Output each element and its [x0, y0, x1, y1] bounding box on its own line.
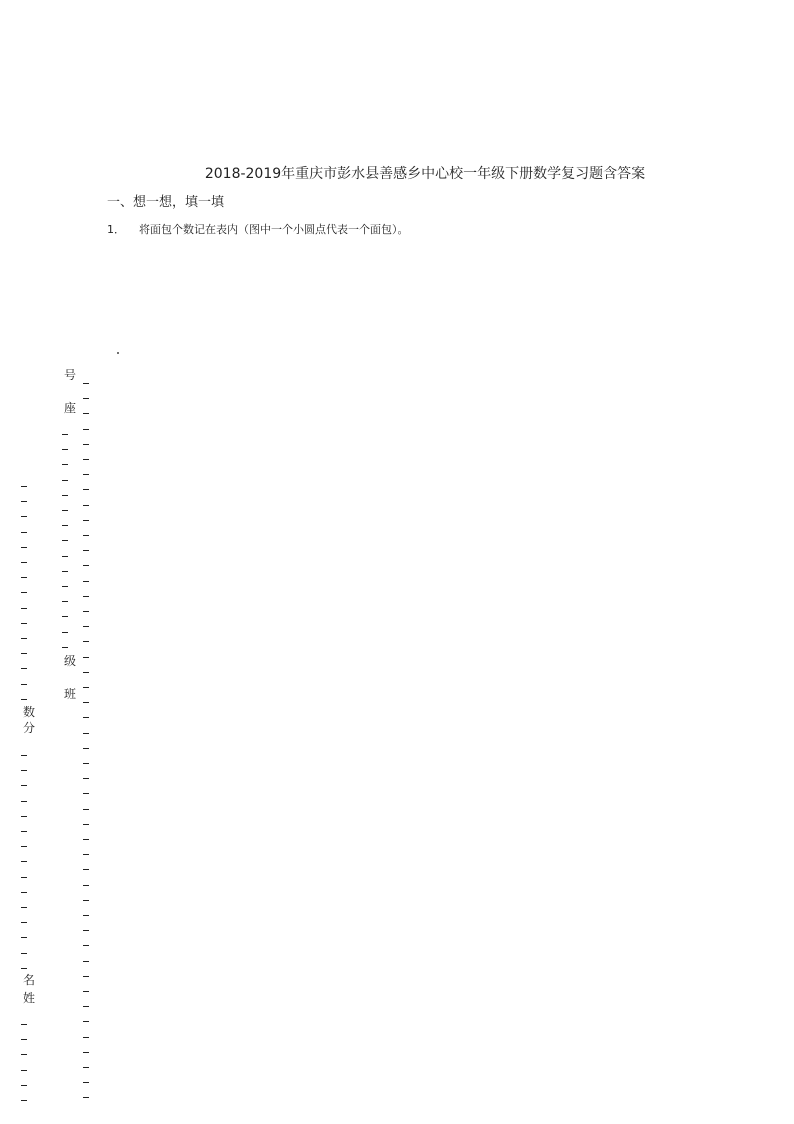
margin-dash — [83, 885, 89, 886]
margin-dash — [21, 1085, 27, 1086]
margin-dash — [62, 480, 68, 481]
name-label-char-1: 名 — [22, 973, 35, 987]
margin-dash — [83, 854, 89, 855]
margin-dash — [21, 486, 27, 487]
margin-dash — [83, 733, 89, 734]
margin-dash — [21, 968, 27, 969]
margin-dash — [83, 915, 89, 916]
margin-dash — [83, 778, 89, 779]
figure-dot — [117, 352, 119, 354]
margin-dash — [62, 601, 68, 602]
margin-dash — [21, 907, 27, 908]
margin-dash — [21, 861, 27, 862]
margin-dash — [62, 525, 68, 526]
margin-dash — [21, 846, 27, 847]
margin-dash — [83, 581, 89, 582]
margin-dash — [83, 702, 89, 703]
margin-dash — [83, 976, 89, 977]
margin-dash — [21, 623, 27, 624]
margin-dash — [83, 839, 89, 840]
margin-dash — [21, 653, 27, 654]
margin-dash — [21, 877, 27, 878]
margin-dash — [62, 616, 68, 617]
margin-dash — [21, 532, 27, 533]
margin-dash — [83, 596, 89, 597]
margin-dash — [83, 869, 89, 870]
margin-dash — [21, 755, 27, 756]
margin-dash — [83, 991, 89, 992]
margin-dash — [83, 520, 89, 521]
margin-dash — [21, 1070, 27, 1071]
margin-dash — [62, 449, 68, 450]
question-number: 1． — [107, 223, 125, 236]
margin-dash — [83, 444, 89, 445]
margin-dash — [83, 945, 89, 946]
margin-dash — [21, 668, 27, 669]
margin-dash — [21, 501, 27, 502]
seat-label-char-2: 座 — [63, 401, 76, 415]
margin-dash — [83, 413, 89, 414]
margin-dash — [83, 900, 89, 901]
question-text: 将面包个数记在表内（图中一个小圆点代表一个面包）。 — [139, 223, 409, 236]
margin-dash — [21, 1054, 27, 1055]
margin-dash — [21, 638, 27, 639]
margin-dash — [21, 592, 27, 593]
margin-dash — [83, 1082, 89, 1083]
page-title: 2018-2019年重庆市彭水县善感乡中心校一年级下册数学复习题含答案 — [204, 166, 646, 182]
margin-dash — [83, 550, 89, 551]
margin-dash — [21, 937, 27, 938]
margin-dash — [83, 1006, 89, 1007]
margin-dash — [21, 562, 27, 563]
margin-dash — [83, 383, 89, 384]
margin-dash — [83, 687, 89, 688]
margin-dash — [21, 608, 27, 609]
margin-dash — [62, 495, 68, 496]
margin-dash — [21, 892, 27, 893]
margin-dash — [83, 505, 89, 506]
margin-dash — [83, 474, 89, 475]
margin-dash — [83, 809, 89, 810]
margin-dash — [62, 586, 68, 587]
margin-dash — [21, 785, 27, 786]
margin-dash — [83, 1021, 89, 1022]
margin-dash — [83, 824, 89, 825]
margin-dash — [83, 763, 89, 764]
margin-dash — [83, 657, 89, 658]
margin-dash — [62, 647, 68, 648]
margin-dash — [21, 801, 27, 802]
score-label-char-2: 分 — [22, 721, 35, 735]
margin-dash — [83, 1052, 89, 1053]
margin-dash — [21, 684, 27, 685]
margin-dash — [21, 1024, 27, 1025]
margin-dash — [21, 547, 27, 548]
margin-dash — [21, 516, 27, 517]
margin-dash — [83, 717, 89, 718]
margin-dash — [83, 748, 89, 749]
margin-dash — [83, 429, 89, 430]
margin-dash — [21, 1100, 27, 1101]
margin-dash — [83, 1097, 89, 1098]
margin-dash — [83, 626, 89, 627]
margin-dash — [83, 930, 89, 931]
section-heading: 一、想一想，填一填 — [107, 195, 225, 210]
margin-dash — [62, 632, 68, 633]
margin-dash — [21, 770, 27, 771]
question-1 — [107, 221, 409, 237]
margin-dash — [83, 459, 89, 460]
margin-dash — [21, 1039, 27, 1040]
margin-dash — [83, 961, 89, 962]
margin-dash — [62, 556, 68, 557]
class-label-char-1: 级 — [63, 654, 76, 668]
margin-dash — [83, 611, 89, 612]
margin-dash — [83, 565, 89, 566]
class-label-char-2: 班 — [63, 687, 76, 701]
margin-dash — [62, 434, 68, 435]
margin-dash — [83, 535, 89, 536]
name-label-char-2: 姓 — [22, 991, 35, 1005]
margin-dash — [21, 953, 27, 954]
margin-dash — [83, 489, 89, 490]
margin-dash — [62, 510, 68, 511]
margin-dash — [83, 1037, 89, 1038]
margin-dash — [62, 464, 68, 465]
margin-dash — [83, 1067, 89, 1068]
margin-dash — [62, 540, 68, 541]
score-label-char-1: 数 — [22, 705, 35, 719]
margin-dash — [83, 641, 89, 642]
margin-dash — [21, 816, 27, 817]
margin-dash — [83, 672, 89, 673]
margin-dash — [62, 571, 68, 572]
margin-dash — [83, 398, 89, 399]
seat-label-char-1: 号 — [63, 368, 76, 382]
margin-dash — [21, 577, 27, 578]
margin-dash — [21, 831, 27, 832]
margin-dash — [21, 922, 27, 923]
margin-dash — [21, 699, 27, 700]
margin-dash — [83, 793, 89, 794]
